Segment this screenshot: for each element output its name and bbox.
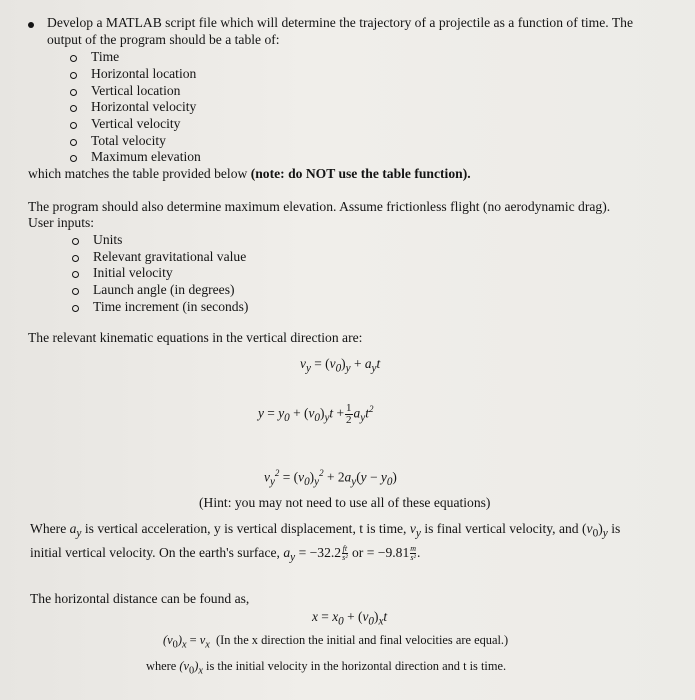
circle-bullet-icon <box>70 89 77 96</box>
bullet-dot-icon <box>28 22 34 28</box>
intro-line-1: Develop a MATLAB script file which will determine the trajectory of a projectile as a function of time. The <box>47 15 633 30</box>
intro-line-2: output of the program should be a table of: <box>47 32 280 47</box>
circle-bullet-icon <box>70 122 77 129</box>
equation-y: $y = y_0 + (v_0)_yt$ + $\frac{1}{2}$ $a_yt^2$ <box>258 401 374 426</box>
circle-bullet-icon <box>70 139 77 146</box>
where-line-2: initial vertical velocity. On the earth's surface, $a_y = -32.2$ $\frac{ft}{\text{s²}}$ or = −9.81 $\frac{m}{\text{s²}}$ . <box>30 544 421 564</box>
program-line-1: The program should also determine maximum elevation. Assume frictionless flight (no aerodynamic drag). <box>28 199 611 214</box>
equation-vy: $v_y = (v_0)_y + a_yt$ <box>300 356 381 375</box>
list-item: Total velocity <box>91 133 166 148</box>
circle-bullet-icon <box>72 255 79 262</box>
circle-bullet-icon <box>70 105 77 112</box>
list-item: Relevant gravitational value <box>93 249 247 264</box>
list-item: Launch angle (in degrees) <box>93 282 235 297</box>
list-item: Maximum elevation <box>91 149 201 164</box>
list-item: Initial velocity <box>93 265 173 280</box>
matches-prefix: which matches the table provided below <box>28 166 251 181</box>
list-item: Time increment (in seconds) <box>93 299 249 314</box>
circle-bullet-icon <box>70 72 77 79</box>
program-line-2: User inputs: <box>28 215 95 230</box>
horizontal-where-line: where $(v_0)_x$ is the initial velocity in the horizontal direction and t is time. <box>146 659 507 677</box>
circle-bullet-icon <box>72 271 79 278</box>
horizontal-intro: The horizontal distance can be found as, <box>30 591 250 606</box>
list-item: Vertical velocity <box>91 116 181 131</box>
horizontal-equal-line: $(v_0)_x = v_x$ (In the x direction the initial and final velocities are equal.) <box>163 633 509 651</box>
circle-bullet-icon <box>70 155 77 162</box>
where-text: is the initial velocity in the horizontal direction and t is time. <box>206 659 507 673</box>
list-item: Units <box>93 232 123 247</box>
list-item: Horizontal velocity <box>91 99 197 114</box>
equal-note: (In the x direction the initial and final velocities are equal.) <box>216 633 509 647</box>
circle-bullet-icon <box>72 238 79 245</box>
kinematics-intro: The relevant kinematic equations in the vertical direction are: <box>28 330 363 345</box>
matches-note: (note: do NOT use the table function). <box>250 166 471 181</box>
circle-bullet-icon <box>72 305 79 312</box>
list-item: Horizontal location <box>91 66 197 81</box>
hint: (Hint: you may not need to use all of these equations) <box>199 495 491 510</box>
where-line-1: Where $a_y$ is vertical acceleration, y is vertical displacement, t is time, $v_y$ is final vertical velocity, and $(v_0)_y$ is <box>30 521 621 540</box>
matches-line <box>28 166 471 183</box>
equation-x: $x = x_0 + (v_0)_xt$ <box>312 609 388 628</box>
equation-vy-squared: $v_y^2 = (v_0)_y^2 + 2a_y(y - y_0)$ <box>264 468 397 489</box>
circle-bullet-icon <box>70 55 77 62</box>
circle-bullet-icon <box>72 288 79 295</box>
list-item: Vertical location <box>91 83 181 98</box>
list-item: Time <box>91 49 120 64</box>
